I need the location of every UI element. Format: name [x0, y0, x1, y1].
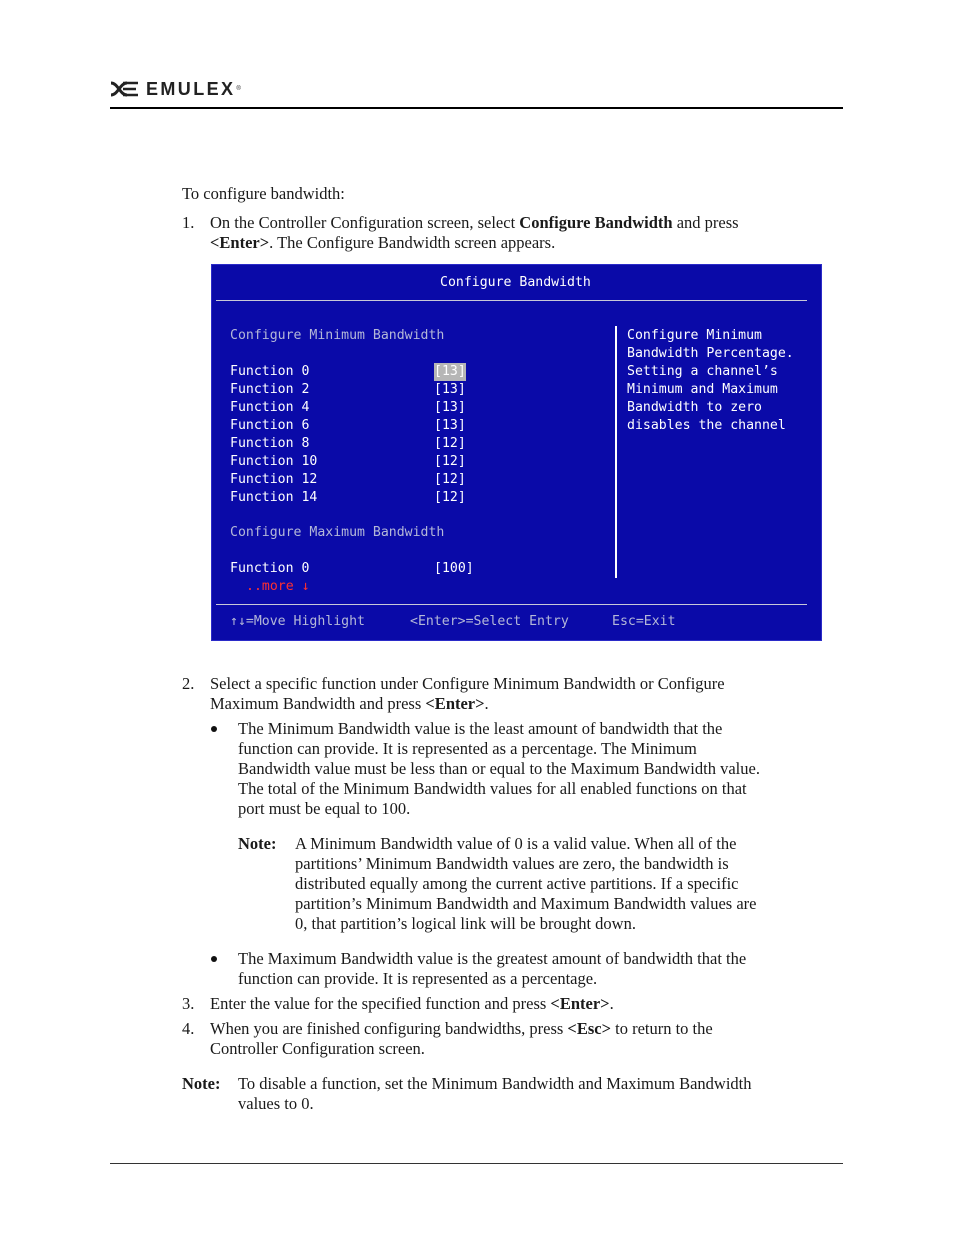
help-text-line: Minimum and Maximum [627, 382, 778, 397]
max-bandwidth-header: Configure Maximum Bandwidth [230, 525, 445, 540]
bullet-dot [211, 956, 217, 962]
min-function-value[interactable]: [12] [434, 454, 466, 469]
more-indicator: ..more ↓ [246, 579, 310, 594]
footer-rule [110, 1163, 843, 1164]
note-2-line: values to 0. [238, 1094, 314, 1113]
note-2-line: To disable a function, set the Minimum Bandwidth and Maximum Bandwidth [238, 1074, 752, 1093]
step-1-number: 1. [182, 213, 195, 232]
min-function-value[interactable]: [13] [434, 400, 466, 415]
max-function-value[interactable]: [100] [434, 561, 474, 576]
emulex-logo-icon [110, 81, 140, 97]
step-4-number: 4. [182, 1019, 195, 1038]
note-1-line: distributed equally among the current active partitions. If a specific [295, 874, 739, 893]
step-1-line-1: On the Controller Configuration screen, select Configure Bandwidth and press [210, 213, 739, 232]
footer-select-entry: <Enter>=Select Entry [410, 614, 569, 629]
emulex-logo [110, 80, 241, 98]
footer-move-highlight: ↑↓=Move Highlight [230, 614, 365, 629]
note-1-line: 0, that partition’s logical link will be brought down. [295, 914, 636, 933]
intro-text: To configure bandwidth: [182, 184, 345, 203]
min-function-label[interactable]: Function 10 [230, 454, 318, 469]
min-function-value[interactable]: [13] [434, 382, 466, 397]
bullet-2-line: The Maximum Bandwidth value is the greatest amount of bandwidth that the [238, 949, 747, 968]
step-3-text: Enter the value for the specified function and press <Enter>. [210, 994, 614, 1013]
step-3-number: 3. [182, 994, 195, 1013]
note-1-line: partition’s Minimum Bandwidth and Maximum Bandwidth values are [295, 894, 757, 913]
help-text-line: disables the channel [627, 418, 786, 433]
step-4-line-1: When you are finished configuring bandwidths, press <Esc> to return to the [210, 1019, 713, 1038]
header-rule [110, 107, 843, 109]
bullet-2-line: function can provide. It is represented as a percentage. [238, 969, 598, 988]
min-function-label[interactable]: Function 6 [230, 418, 310, 433]
bios-footer-divider [216, 604, 807, 605]
min-function-value[interactable]: [12] [434, 472, 466, 487]
help-text-line: Setting a channel’s [627, 364, 778, 379]
configure-bandwidth-screenshot [211, 264, 822, 641]
help-text-line: Configure Minimum [627, 328, 762, 343]
min-function-label[interactable]: Function 12 [230, 472, 318, 487]
bullet-dot [211, 726, 217, 732]
min-function-label[interactable]: Function 14 [230, 490, 318, 505]
note-1-line: partitions’ Minimum Bandwidth values are zero, the bandwidth is [295, 854, 729, 873]
help-text-line: Bandwidth to zero [627, 400, 762, 415]
min-function-value[interactable]: [12] [434, 490, 466, 505]
step-1-line-2: <Enter>. The Configure Bandwidth screen appears. [210, 233, 556, 252]
logo-trademark: ® [236, 86, 241, 92]
max-function-label[interactable]: Function 0 [230, 561, 310, 576]
bullet-1-line: The total of the Minimum Bandwidth values for all enabled functions on that [238, 779, 747, 798]
step-2-number: 2. [182, 674, 195, 693]
min-function-label[interactable]: Function 8 [230, 436, 310, 451]
step-4-line-2: Controller Configuration screen. [210, 1039, 425, 1058]
bullet-1-line: port must be equal to 100. [238, 799, 411, 818]
min-function-value-selected[interactable]: [13] [434, 364, 466, 379]
footer-exit: Esc=Exit [612, 614, 676, 629]
bullet-1-line: Bandwidth value must be less than or equal to the Maximum Bandwidth value. [238, 759, 760, 778]
min-function-label[interactable]: Function 4 [230, 400, 310, 415]
min-function-value[interactable]: [12] [434, 436, 466, 451]
bullet-1-line: function can provide. It is represented as a percentage. The Minimum [238, 739, 697, 758]
help-panel-divider [615, 326, 617, 578]
bios-title: Configure Bandwidth [440, 275, 591, 290]
note-1-label: Note: [238, 834, 277, 853]
min-function-value[interactable]: [13] [434, 418, 466, 433]
step-2-line-2: Maximum Bandwidth and press <Enter>. [210, 694, 489, 713]
bios-title-divider [216, 300, 807, 301]
note-2-label: Note: [182, 1074, 221, 1093]
min-function-label[interactable]: Function 0 [230, 364, 310, 379]
help-text-line: Bandwidth Percentage. [627, 346, 794, 361]
logo-wordmark: EMULEX [146, 79, 236, 99]
step-2-line-1: Select a specific function under Configure Minimum Bandwidth or Configure [210, 674, 725, 693]
bullet-1-line: The Minimum Bandwidth value is the least amount of bandwidth that the [238, 719, 723, 738]
min-bandwidth-header: Configure Minimum Bandwidth [230, 328, 445, 343]
note-1-line: A Minimum Bandwidth value of 0 is a valid value. When all of the [295, 834, 737, 853]
min-function-label[interactable]: Function 2 [230, 382, 310, 397]
